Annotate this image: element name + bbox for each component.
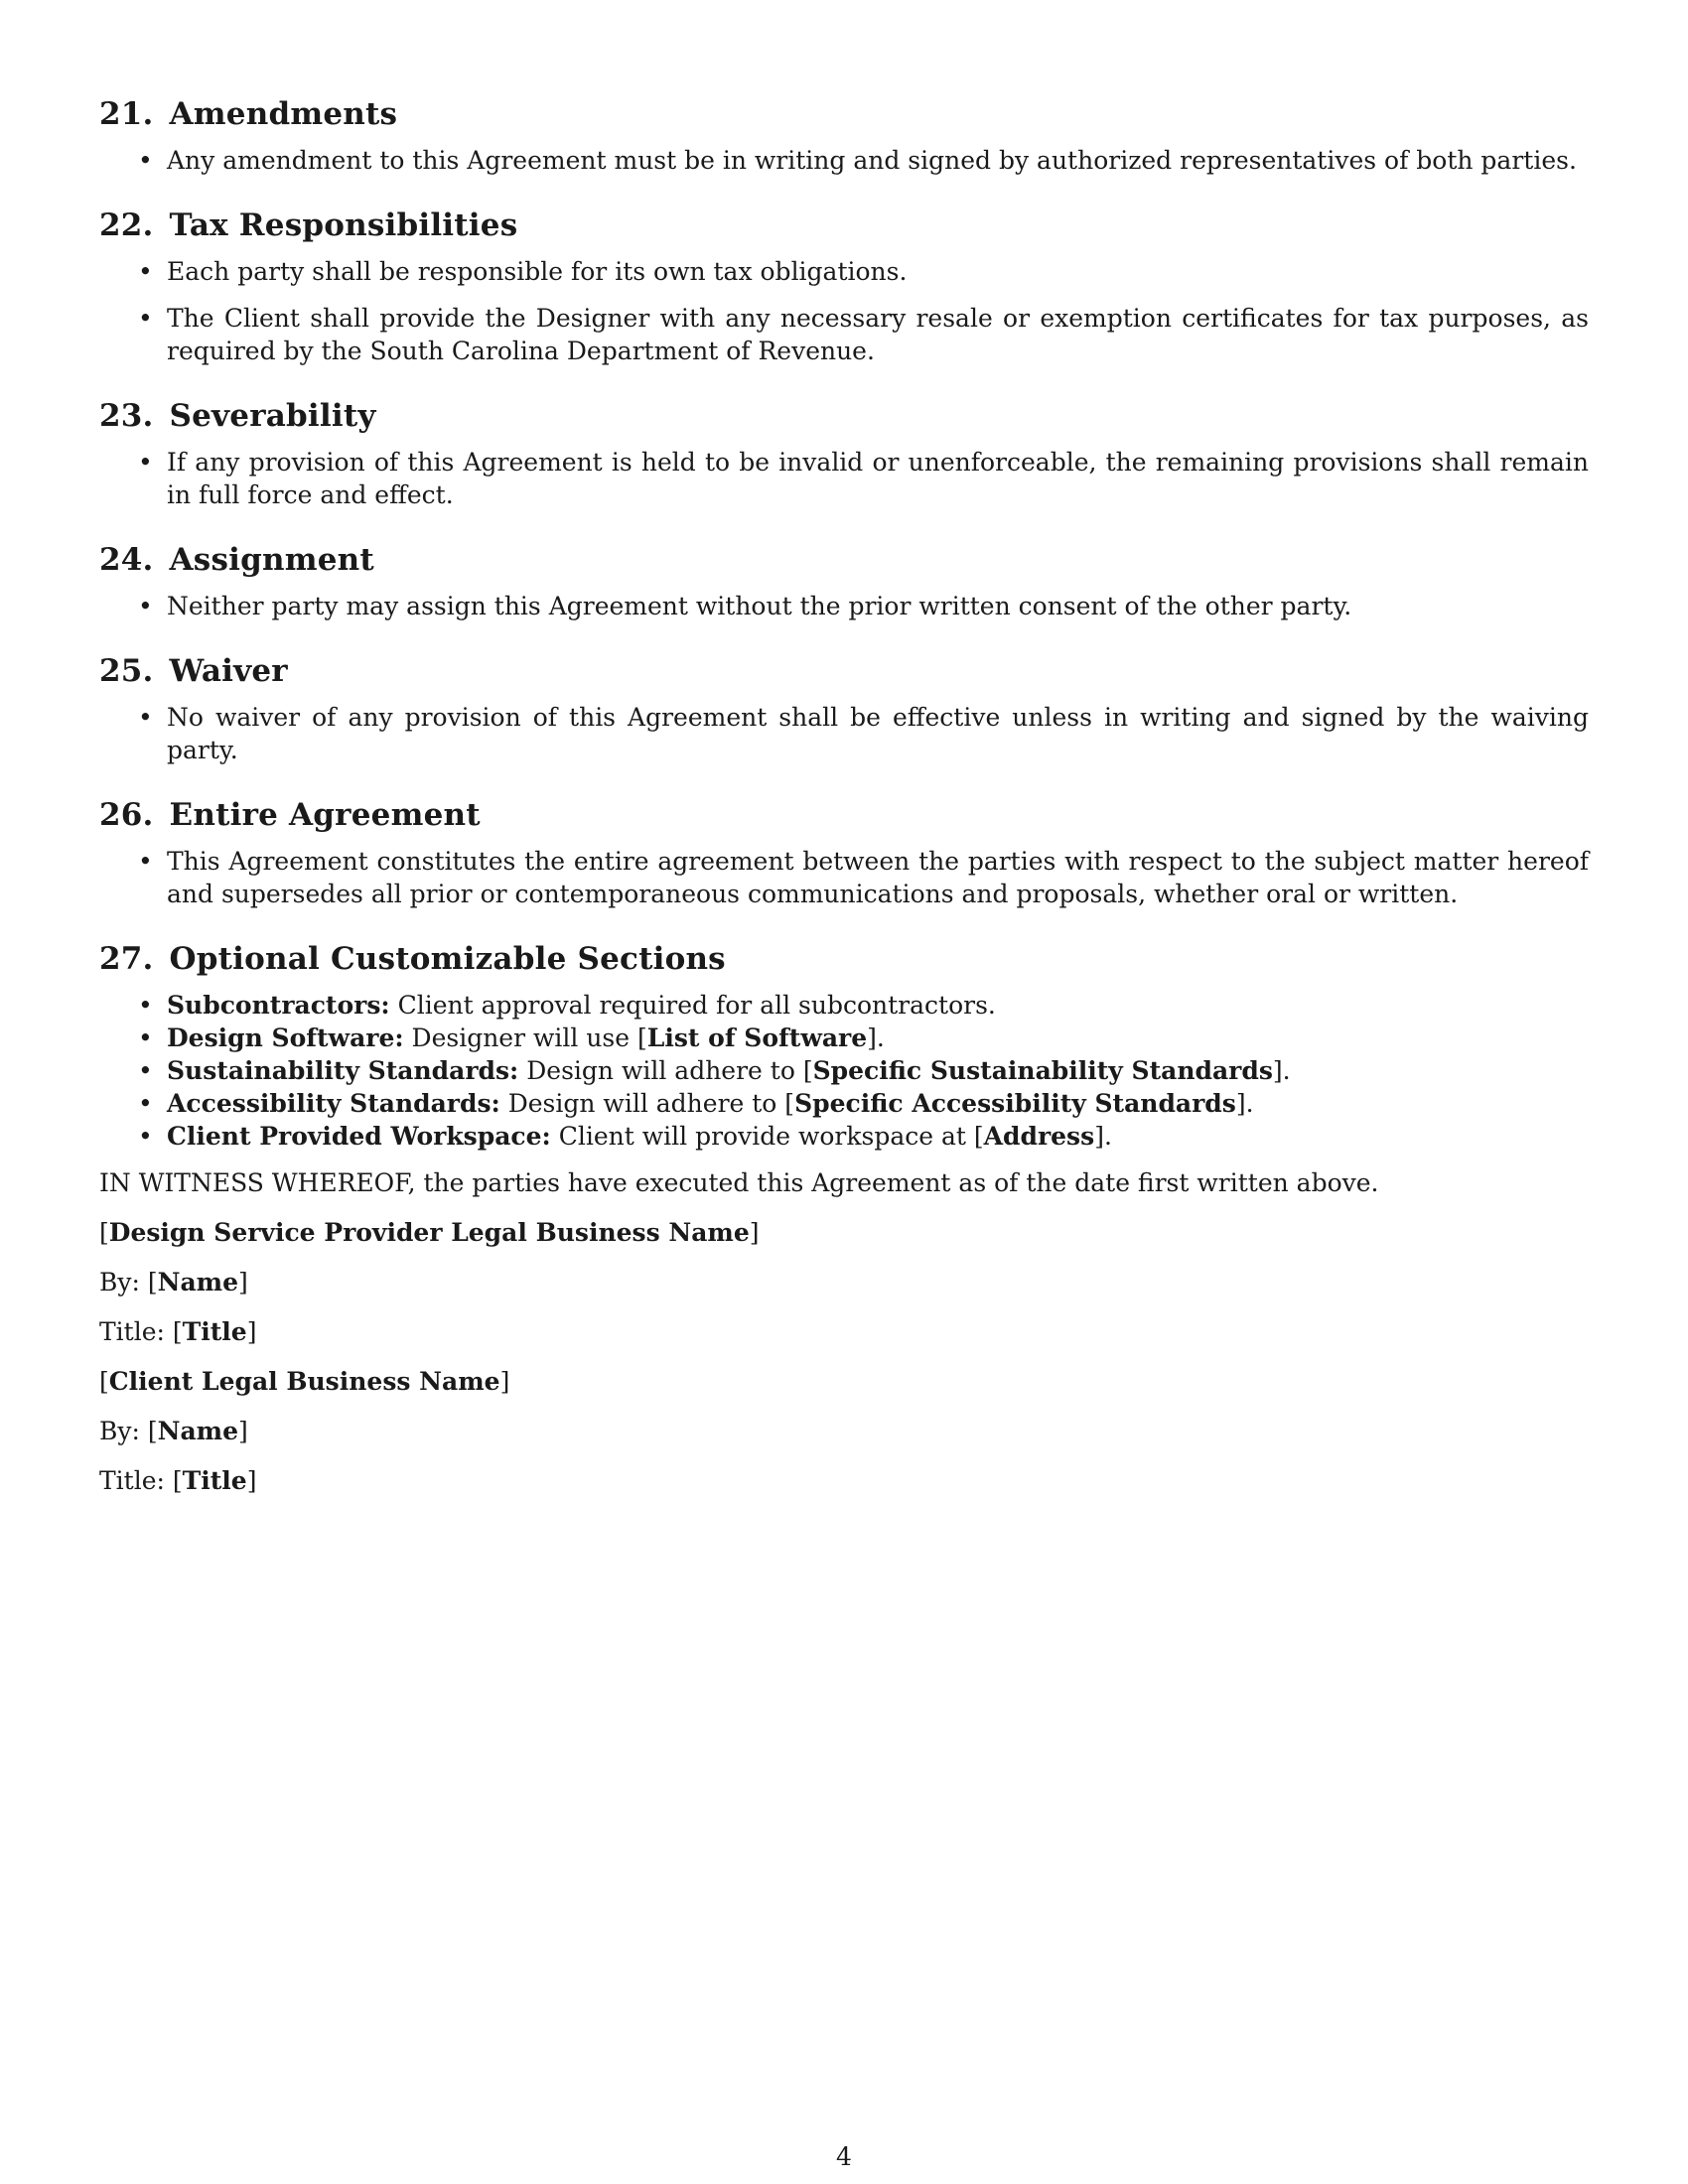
party-name: Client Legal Business Name xyxy=(108,1367,500,1396)
bullet-list xyxy=(99,590,1589,622)
list-item xyxy=(167,1087,1589,1120)
item-label: Client Provided Workspace: xyxy=(167,1122,551,1151)
list-item xyxy=(167,1022,1589,1054)
list-item xyxy=(167,1054,1589,1087)
section-heading xyxy=(99,939,1589,979)
item-text: Designer will use [ xyxy=(403,1024,647,1052)
bullet-list xyxy=(99,144,1589,177)
item-placeholder: Specific Sustainability Standards xyxy=(812,1056,1273,1085)
bracket-close: ] xyxy=(499,1367,510,1396)
section-tax-responsibilities xyxy=(99,205,1589,367)
list-item: • Each party shall be responsible for its own tax obligations. xyxy=(167,255,1589,288)
title-value: Title xyxy=(182,1317,247,1346)
section-title: Assignment xyxy=(169,542,374,578)
section-heading xyxy=(99,94,1589,134)
item-label: Design Software: xyxy=(167,1024,404,1052)
item-label: Subcontractors: xyxy=(167,991,390,1020)
item-text: Client will provide workspace at [ xyxy=(550,1122,984,1151)
signature-by-line xyxy=(99,1266,1589,1298)
bracket-open: [ xyxy=(99,1218,109,1247)
item-text: Design will adhere to [ xyxy=(499,1089,795,1118)
item-after: ]. xyxy=(1272,1056,1291,1085)
list-item: • This Agreement constitutes the entire agreement between the parties with respect to the subject matter hereof and supersedes all prior or contemporaneous communications and proposals, whether oral or written. xyxy=(167,845,1589,910)
bullet-list xyxy=(99,845,1589,910)
bullet-list xyxy=(99,446,1589,511)
item-label: Sustainability Standards: xyxy=(167,1056,519,1085)
by-label: By: [ xyxy=(99,1268,158,1297)
list-item xyxy=(167,989,1589,1022)
signature-by-line xyxy=(99,1415,1589,1447)
party-name: Design Service Provider Legal Business Name xyxy=(108,1218,750,1247)
witness-statement: IN WITNESS WHEREOF, the parties have executed this Agreement as of the date first written above. xyxy=(99,1168,1379,1197)
list-item: • The Client shall provide the Designer with any necessary resale or exemption certificates for tax purposes, as required by the South Carolina Department of Revenue. xyxy=(167,302,1589,367)
bullet-list xyxy=(99,255,1589,367)
list-item: • Neither party may assign this Agreement without the prior written consent of the other party. xyxy=(167,590,1589,622)
item-label: Accessibility Standards: xyxy=(167,1089,500,1118)
bracket-close: ] xyxy=(749,1218,760,1247)
by-value: Name xyxy=(157,1417,239,1445)
section-number: 22. xyxy=(99,207,154,243)
section-title: Amendments xyxy=(169,96,398,132)
section-assignment xyxy=(99,540,1589,622)
section-heading xyxy=(99,540,1589,580)
by-label: By: [ xyxy=(99,1417,158,1445)
signature-title-line xyxy=(99,1315,1589,1348)
item-after: ]. xyxy=(1094,1122,1112,1151)
section-optional-customizable xyxy=(99,939,1589,1153)
item-after: ]. xyxy=(867,1024,885,1052)
list-item xyxy=(167,1120,1589,1153)
section-title: Waiver xyxy=(169,653,288,689)
section-title: Entire Agreement xyxy=(169,797,481,833)
by-close: ] xyxy=(238,1268,248,1297)
section-amendments xyxy=(99,94,1589,177)
document-page xyxy=(99,94,1589,1514)
signature-party-client xyxy=(99,1365,1589,1398)
signature-party-provider xyxy=(99,1216,1589,1249)
section-number: 27. xyxy=(99,941,154,977)
section-number: 23. xyxy=(99,398,154,434)
section-heading xyxy=(99,795,1589,835)
section-heading xyxy=(99,651,1589,691)
bullet-list xyxy=(99,701,1589,766)
page-number: 4 xyxy=(836,2142,852,2171)
section-severability xyxy=(99,396,1589,511)
title-label: Title: [ xyxy=(99,1317,183,1346)
bracket-open: [ xyxy=(99,1367,109,1396)
section-title: Tax Responsibilities xyxy=(169,207,518,243)
item-placeholder: Address xyxy=(983,1122,1095,1151)
title-close: ] xyxy=(246,1317,257,1346)
item-after: ]. xyxy=(1235,1089,1254,1118)
item-text: Client approval required for all subcontractors. xyxy=(389,991,996,1020)
by-close: ] xyxy=(238,1417,248,1445)
title-label: Title: [ xyxy=(99,1466,183,1495)
signature-title-line xyxy=(99,1464,1589,1497)
list-item: • If any provision of this Agreement is held to be invalid or unenforceable, the remaining provisions shall remain in full force and effect. xyxy=(167,446,1589,511)
section-number: 25. xyxy=(99,653,154,689)
item-text: Design will adhere to [ xyxy=(518,1056,813,1085)
title-close: ] xyxy=(246,1466,257,1495)
item-placeholder: List of Software xyxy=(646,1024,868,1052)
section-number: 21. xyxy=(99,96,154,132)
section-number: 26. xyxy=(99,797,154,833)
section-heading xyxy=(99,396,1589,436)
section-entire-agreement xyxy=(99,795,1589,910)
section-number: 24. xyxy=(99,542,154,578)
section-title: Severability xyxy=(169,398,376,434)
section-waiver xyxy=(99,651,1589,766)
title-value: Title xyxy=(182,1466,247,1495)
by-value: Name xyxy=(157,1268,239,1297)
bullet-list xyxy=(99,989,1589,1153)
item-placeholder: Specific Accessibility Standards xyxy=(794,1089,1236,1118)
section-title: Optional Customizable Sections xyxy=(169,941,726,977)
list-item: • Any amendment to this Agreement must be in writing and signed by authorized representatives of both parties. xyxy=(167,144,1589,177)
section-heading xyxy=(99,205,1589,245)
list-item: • No waiver of any provision of this Agreement shall be effective unless in writing and signed by the waiving party. xyxy=(167,701,1589,766)
